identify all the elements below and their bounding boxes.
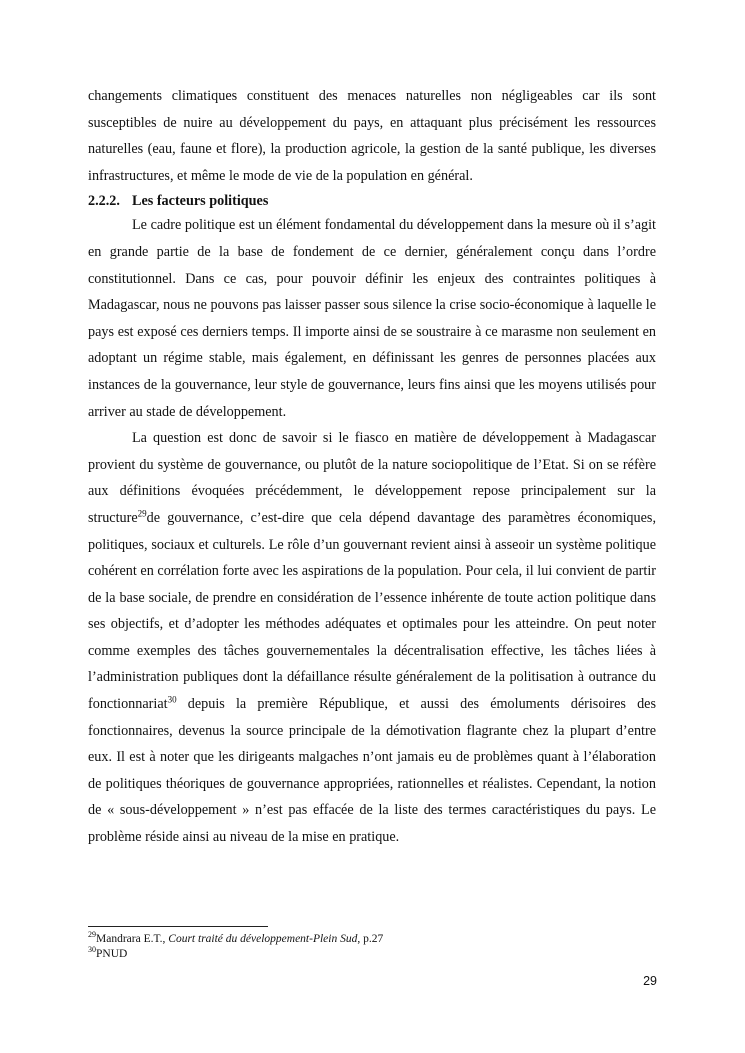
footnote-book-title: Court traité du développement-Plein Sud xyxy=(168,933,358,945)
paragraph-governance-part-2: de gouvernance, c’est-dire que cela dépend davantage des paramètres économiques, politiques, sociaux et culturels. Le rôle d’un gouvernant revient ainsi à asseoir un système politique cohérent en corrélation forte avec les aspirations de la population. Pour cela, il lui convient de partir de la base sociale, de prendre en considération de l’essence inhérente de toute action politique dans ses objectifs, et d’adopter les méthodes adéquates et optimales pour les atteindre. On peut noter comme exemples des tâches gouvernementales la décentralisation effective, les tâches liées à l’administration publiques dont la défaillance résulte généralement de la politisation à outrance du fonctionnariat xyxy=(88,509,656,713)
footnote-text: PNUD xyxy=(96,948,128,960)
page-number: 29 xyxy=(643,974,657,988)
footnote-page: , p.27 xyxy=(357,933,384,945)
paragraph-governance-part-1: La question est donc de savoir si le fiasco en matière de développement à Madagascar provient du système de gouvernance, ou plutôt de la nature sociopolitique de l’Etat. Si on se réfère aux définitions évoquées précédemment, le développement repose principalement sur la structure xyxy=(88,430,656,526)
footnote-29 xyxy=(88,932,383,947)
footnote-marker: 30 xyxy=(88,945,96,955)
footnote-30 xyxy=(88,947,383,962)
footnote-author: Mandrara E.T., xyxy=(96,933,169,945)
section-number: 2.2.2. xyxy=(88,193,120,210)
section-title: Les facteurs politiques xyxy=(132,193,269,210)
section-heading xyxy=(88,189,656,212)
paragraph-political-framework: Le cadre politique est un élément fondamental du développement dans la mesure où il s’agit en grande partie de la base de fondement de ce dernier, généralement conçu dans l’ordre constitutionnel. Dans ce cas, pour pouvoir définir les enjeux des contraintes politiques à Madagascar, nous ne pouvons pas laisser passer sous silence la crise socio-économique à laquelle le pays est exposé ces derniers temps. Il importe ainsi de se soustraire à ce marasme non seulement en adoptant un régime stable, mais également, en définissant les genres de personnes placées aux instances de la gouvernance, leur style de gouvernance, leurs fins ainsi que les moyens utilisés pour arriver au stade de développement. xyxy=(88,217,656,420)
footnotes xyxy=(88,932,383,962)
paragraph-climate: changements climatiques constituent des menaces naturelles non négligeables car ils sont susceptibles de nuire au développement du pays, en attaquant plus précisément les ressources naturelles (eau, faune et flore), la production agricole, la gestion de la santé publique, les diverses infrastructures, et même le mode de vie de la population en général. xyxy=(88,88,656,184)
footnote-ref-30[interactable]: 30 xyxy=(167,694,177,705)
footnote-marker: 29 xyxy=(88,930,96,940)
footnote-separator xyxy=(88,926,268,927)
page-body xyxy=(88,83,656,851)
footnote-ref-29[interactable]: 29 xyxy=(137,508,147,519)
paragraph-governance-part-3: depuis la première République, et aussi des émoluments dérisoires des fonctionnaires, devenus la source principale de la démotivation flagrante chez la plupart d’entre eux. Il est à noter que les dirigeants malgaches n’ont jamais eu de problèmes quant à l’élaboration de politiques théoriques de gouvernance appropriées, rationnelles et réalistes. Cependant, la notion de « sous-développement » n’est pas effacée de la liste des termes caractéristiques du pays. Le problème réside ainsi au niveau de la mise en pratique. xyxy=(88,696,656,846)
paragraph-governance xyxy=(88,425,656,851)
